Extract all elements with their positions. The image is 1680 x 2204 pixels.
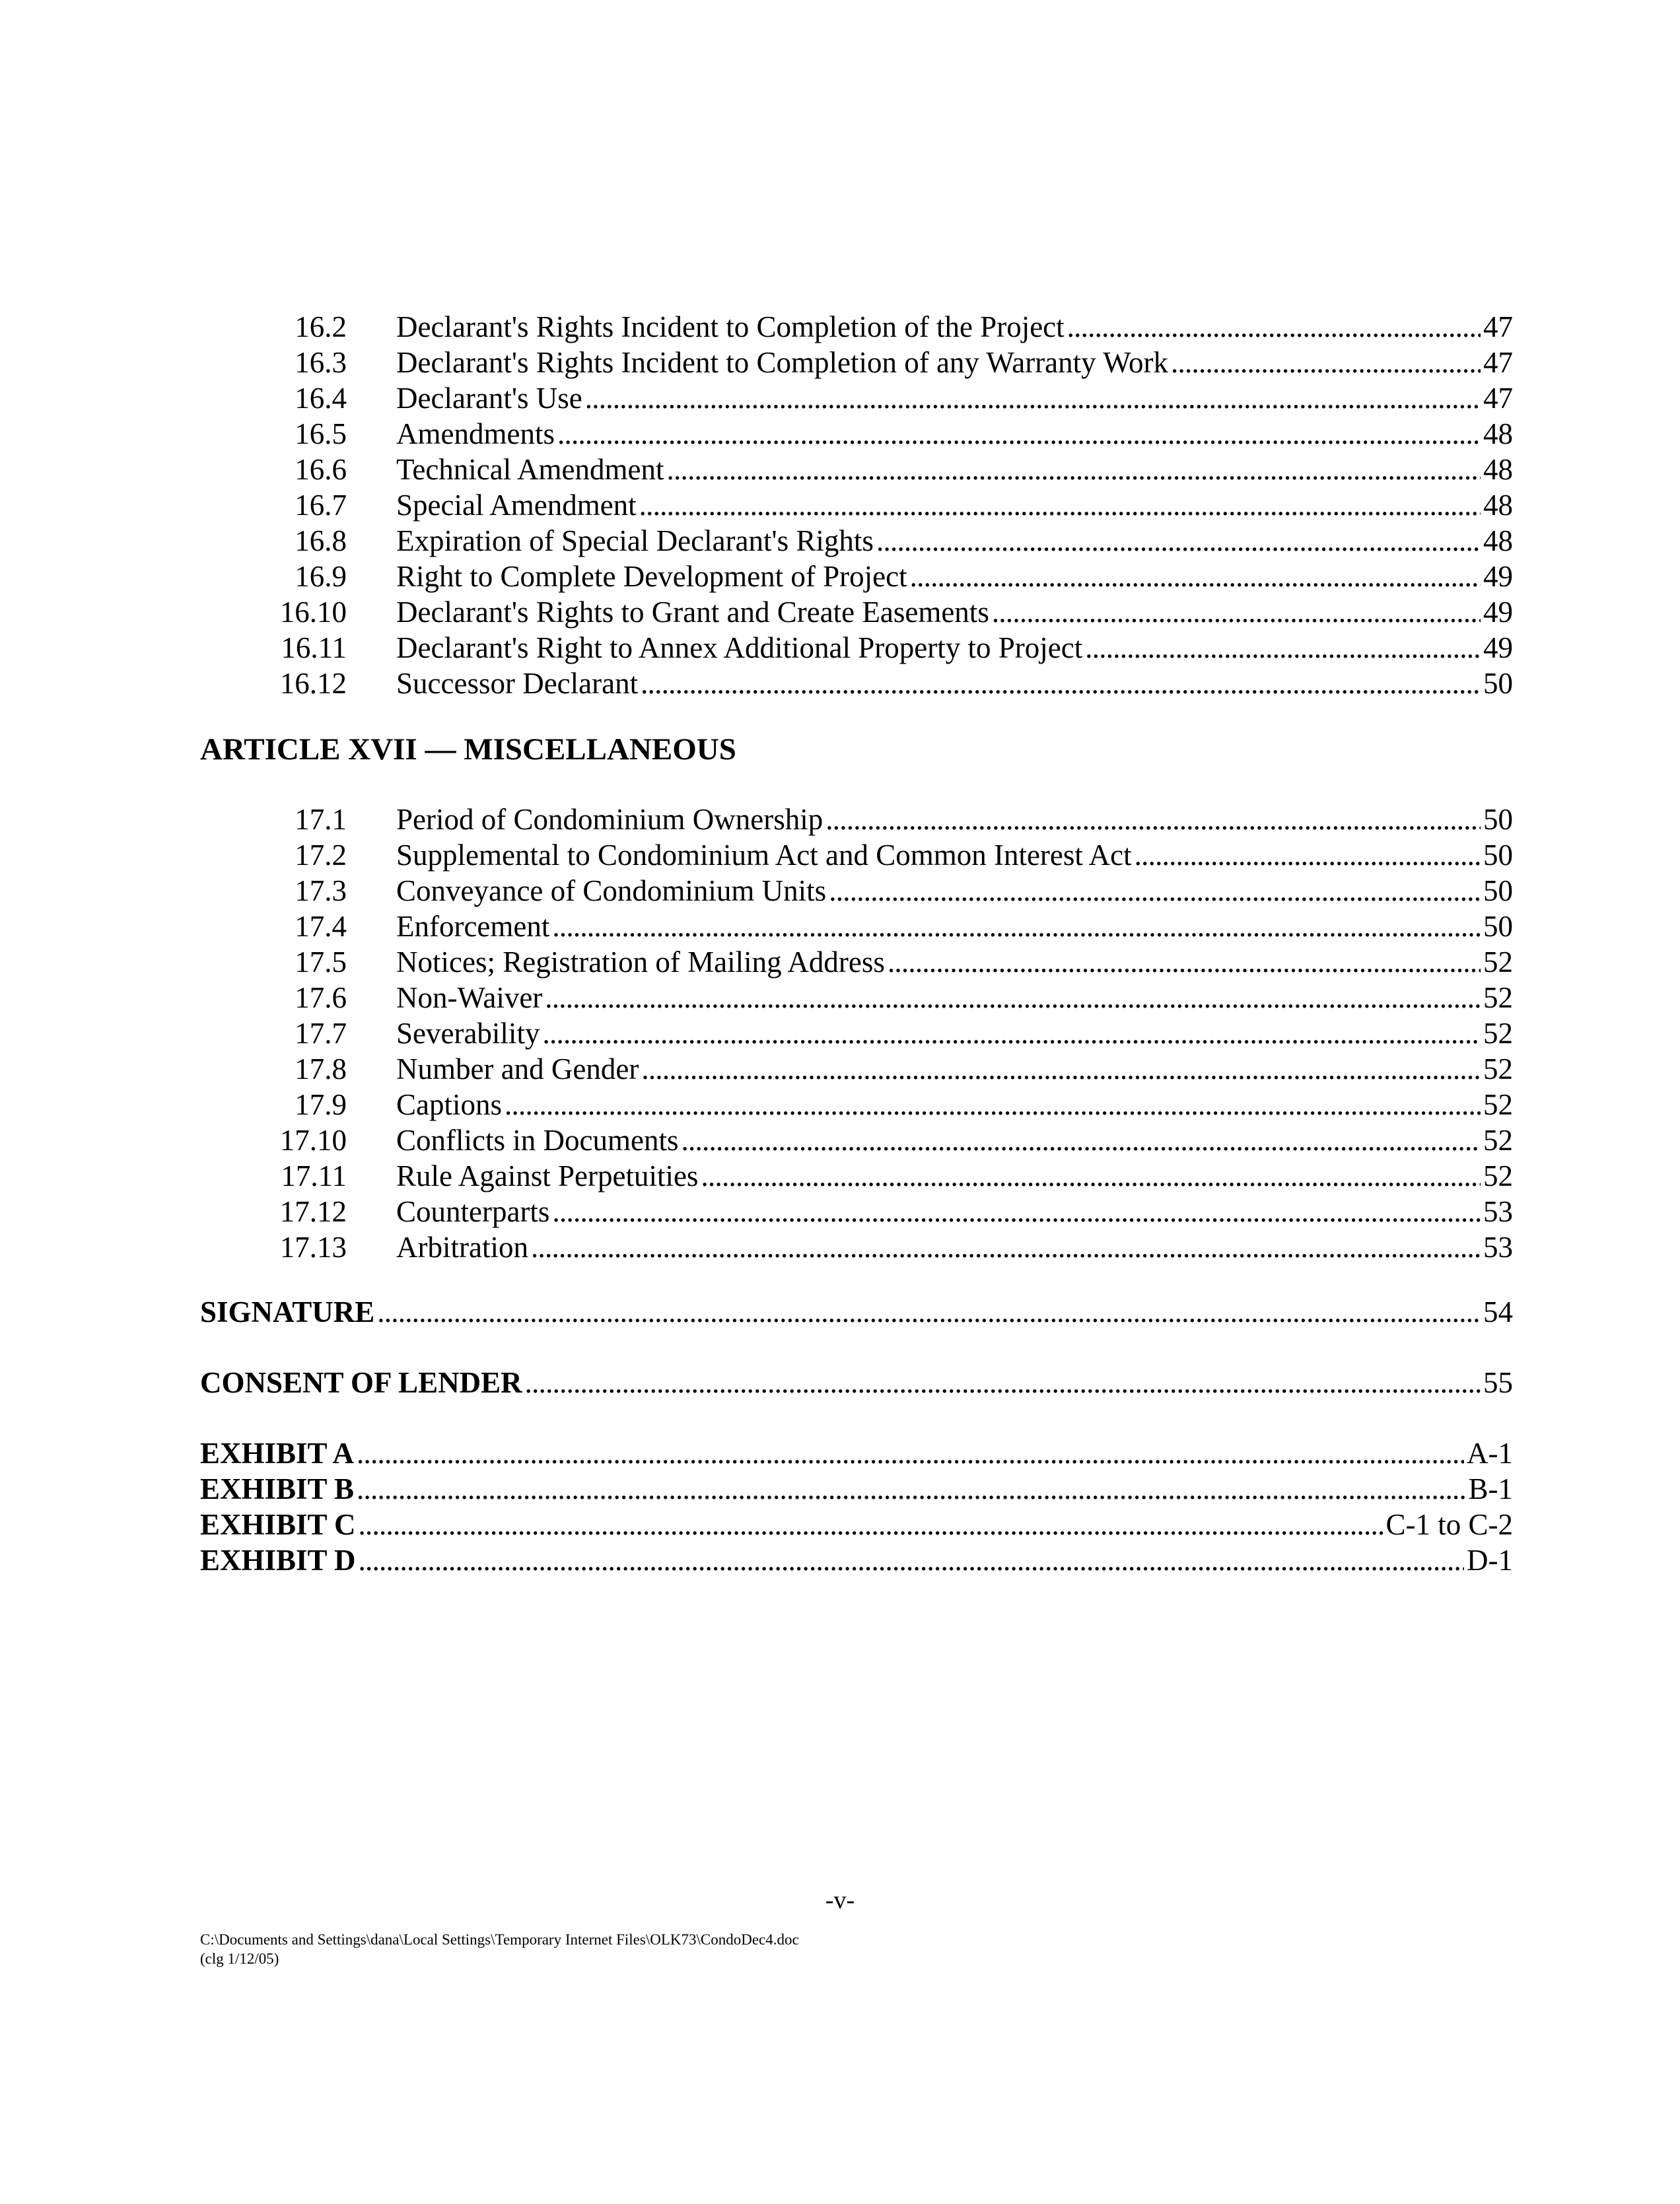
dot-leader <box>888 944 1481 980</box>
dot-leader <box>1135 837 1481 873</box>
dot-leader <box>825 802 1481 837</box>
dot-leader <box>641 666 1481 701</box>
entry-number: 17.3 <box>295 874 347 907</box>
dot-leader <box>681 1122 1481 1158</box>
entry-number: 16.7 <box>295 489 347 522</box>
toc-entry <box>0 1158 1680 1194</box>
dot-leader <box>357 1471 1465 1507</box>
entry-title: Rule Against Perpetuities <box>396 1159 699 1192</box>
dot-leader <box>545 980 1481 1016</box>
entry-number: 16.9 <box>295 560 347 593</box>
entry-title: Counterparts <box>396 1195 550 1228</box>
entry-title: Declarant's Rights Incident to Completion of any Warranty Work <box>396 346 1168 379</box>
entry-page: 52 <box>1483 1088 1513 1121</box>
entry-number: 17.12 <box>279 1195 347 1228</box>
entry-title: Non-Waiver <box>396 981 543 1014</box>
entry-title: Declarant's Rights Incident to Completion of the Project <box>396 310 1065 343</box>
entry-page: C-1 to C-2 <box>1385 1508 1513 1541</box>
entry-page: 53 <box>1483 1195 1513 1228</box>
entry-page: 50 <box>1483 874 1513 907</box>
dot-leader <box>525 1365 1481 1400</box>
toc-entry <box>0 980 1680 1016</box>
entry-title: Conflicts in Documents <box>396 1124 679 1157</box>
dot-leader <box>1067 309 1481 345</box>
entry-title: EXHIBIT B <box>200 1472 355 1505</box>
dot-leader <box>377 1294 1481 1330</box>
entry-number: 17.1 <box>295 803 347 836</box>
entry-page: A-1 <box>1467 1437 1513 1470</box>
dot-leader <box>910 559 1481 594</box>
toc-entry <box>0 837 1680 873</box>
entry-number: 17.9 <box>295 1088 347 1121</box>
entry-number: 17.8 <box>295 1052 347 1085</box>
toc-entry <box>0 487 1680 523</box>
entry-number: 16.11 <box>281 631 347 664</box>
entry-number: 17.4 <box>295 910 347 943</box>
dot-leader <box>666 452 1481 487</box>
article-heading: ARTICLE XVII — MISCELLANEOUS <box>200 732 736 767</box>
entry-title: Amendments <box>396 417 555 450</box>
toc-entry <box>0 1122 1680 1158</box>
toc-entry <box>0 1051 1680 1087</box>
entry-page: 48 <box>1483 453 1513 486</box>
toc-entry <box>0 1194 1680 1229</box>
entry-page: 53 <box>1483 1231 1513 1264</box>
entry-number: 17.2 <box>295 839 347 872</box>
entry-title: Expiration of Special Declarant's Rights <box>396 524 874 557</box>
dot-leader <box>552 1194 1481 1229</box>
dot-leader <box>1171 345 1481 380</box>
entry-title: SIGNATURE <box>200 1295 375 1328</box>
entry-title: Technical Amendment <box>396 453 664 486</box>
footer-note: (clg 1/12/05) <box>200 1950 279 1967</box>
toc-entry <box>0 1087 1680 1122</box>
entry-number: 16.4 <box>295 382 347 415</box>
entry-title: Notices; Registration of Mailing Address <box>396 946 885 979</box>
dot-leader <box>505 1087 1481 1122</box>
dot-leader <box>357 1435 1464 1471</box>
toc-entry <box>0 630 1680 666</box>
toc-entry <box>0 594 1680 630</box>
entry-number: 16.8 <box>295 524 347 557</box>
entry-page: 52 <box>1483 1052 1513 1085</box>
toc-entry <box>0 452 1680 487</box>
toc-entry <box>0 944 1680 980</box>
entry-page: 50 <box>1483 803 1513 836</box>
entry-page: 48 <box>1483 417 1513 450</box>
toc-entry <box>0 380 1680 416</box>
toc-entry <box>0 666 1680 701</box>
entry-page: 49 <box>1483 631 1513 664</box>
dot-leader <box>992 594 1481 630</box>
entry-page: 52 <box>1483 1124 1513 1157</box>
entry-page: 52 <box>1483 1159 1513 1192</box>
dot-leader <box>701 1158 1481 1194</box>
entry-title: Successor Declarant <box>396 667 639 700</box>
entry-page: 52 <box>1483 981 1513 1014</box>
entry-number: 16.10 <box>279 596 347 629</box>
entry-page: 52 <box>1483 1017 1513 1050</box>
entry-number: 17.7 <box>295 1017 347 1050</box>
toc-entry <box>0 873 1680 909</box>
entry-page: 49 <box>1483 596 1513 629</box>
footer <box>200 1930 799 1968</box>
entry-page: 47 <box>1483 382 1513 415</box>
dot-leader <box>359 1542 1465 1578</box>
toc-entry <box>0 1229 1680 1265</box>
entry-page: 50 <box>1483 839 1513 872</box>
entry-title: Supplemental to Condominium Act and Common Interest Act <box>396 839 1132 872</box>
page-number: -v- <box>825 1886 855 1914</box>
entry-number: 17.5 <box>295 946 347 979</box>
entry-number: 16.5 <box>295 417 347 450</box>
toc-entry <box>0 909 1680 944</box>
entry-title: Declarant's Right to Annex Additional Property to Project <box>396 631 1083 664</box>
toc-entry <box>0 523 1680 559</box>
dot-leader <box>552 909 1481 944</box>
dot-leader <box>639 487 1481 523</box>
entry-number: 17.10 <box>279 1124 347 1157</box>
dot-leader <box>557 416 1481 452</box>
toc-exhibit <box>0 1471 1680 1507</box>
footer-file-path: C:\Documents and Settings\dana\Local Settings\Temporary Internet Files\OLK73\CondoDec4.doc <box>200 1931 799 1948</box>
entry-page: 52 <box>1483 946 1513 979</box>
entry-title: Special Amendment <box>396 489 637 522</box>
toc-signature <box>0 1294 1680 1330</box>
entry-page: 54 <box>1483 1295 1513 1328</box>
entry-page: 48 <box>1483 524 1513 557</box>
dot-leader <box>829 873 1481 909</box>
entry-title: EXHIBIT A <box>200 1437 355 1470</box>
toc-entry <box>0 802 1680 837</box>
entry-number: 16.12 <box>279 667 347 700</box>
toc-exhibit <box>0 1542 1680 1578</box>
toc-entry <box>0 309 1680 345</box>
entry-page: B-1 <box>1468 1472 1513 1505</box>
entry-page: D-1 <box>1467 1544 1513 1577</box>
dot-leader <box>876 523 1481 559</box>
entry-page: 50 <box>1483 910 1513 943</box>
entry-title: CONSENT OF LENDER <box>200 1366 522 1399</box>
entry-title: Number and Gender <box>396 1052 639 1085</box>
dot-leader <box>1085 630 1481 666</box>
entry-title: Period of Condominium Ownership <box>396 803 823 836</box>
entry-title: Captions <box>396 1088 503 1121</box>
entry-page: 47 <box>1483 310 1513 343</box>
toc-exhibit <box>0 1435 1680 1471</box>
entry-title: Right to Complete Development of Project <box>396 560 907 593</box>
toc-entry <box>0 559 1680 594</box>
dot-leader <box>359 1507 1383 1542</box>
entry-number: 16.3 <box>295 346 347 379</box>
entry-number: 17.13 <box>279 1231 347 1264</box>
entry-title: Arbitration <box>396 1231 528 1264</box>
dot-leader <box>585 380 1481 416</box>
entry-page: 50 <box>1483 667 1513 700</box>
entry-title: Declarant's Use <box>396 382 582 415</box>
entry-title: Enforcement <box>396 910 550 943</box>
entry-page: 49 <box>1483 560 1513 593</box>
entry-page: 48 <box>1483 489 1513 522</box>
entry-title: Conveyance of Condominium Units <box>396 874 827 907</box>
entry-title: EXHIBIT C <box>200 1508 356 1541</box>
entry-page: 47 <box>1483 346 1513 379</box>
entry-number: 17.6 <box>295 981 347 1014</box>
entry-title: Declarant's Rights to Grant and Create Easements <box>396 596 989 629</box>
entry-page: 55 <box>1483 1366 1513 1399</box>
toc-consent-of-lender <box>0 1365 1680 1400</box>
dot-leader <box>542 1016 1481 1051</box>
entry-title: EXHIBIT D <box>200 1544 356 1577</box>
entry-number: 16.6 <box>295 453 347 486</box>
toc-entry <box>0 345 1680 380</box>
entry-title: Severability <box>396 1017 540 1050</box>
entry-number: 17.11 <box>281 1159 347 1192</box>
dot-leader <box>531 1229 1481 1265</box>
toc-entry <box>0 1016 1680 1051</box>
toc-exhibit <box>0 1507 1680 1542</box>
entry-number: 16.2 <box>295 310 347 343</box>
toc-entry <box>0 416 1680 452</box>
dot-leader <box>641 1051 1481 1087</box>
